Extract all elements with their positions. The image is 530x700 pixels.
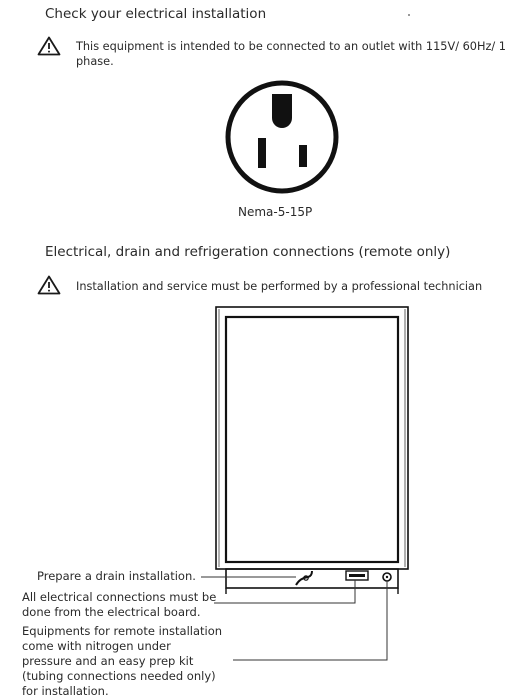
warning-text-voltage-line2: phase. xyxy=(76,55,114,68)
callout-electrical-line2: done from the electrical board. xyxy=(22,605,201,619)
warning-text-technician: Installation and service must be performed by a professional technician xyxy=(76,280,483,293)
warning-triangle-icon xyxy=(37,275,61,295)
warning-triangle-icon xyxy=(37,36,61,56)
callout-electrical-line1: All electrical connections must be xyxy=(22,590,217,604)
callout-remote-line2: come with nitrogen under xyxy=(22,639,171,653)
section-heading-connections: Electrical, drain and refrigeration connections (remote only) xyxy=(45,244,451,260)
callout-remote-line4: (tubing connections needed only) xyxy=(22,669,216,683)
callout-remote-line1: Equipments for remote installation xyxy=(22,624,223,638)
nema-5-15p-outlet-icon xyxy=(224,80,340,196)
callout-remote-line5: for installation. xyxy=(22,684,109,698)
warning-text-voltage-line1: This equipment is intended to be connected to an outlet with 115V/ 60Hz/ 1 xyxy=(76,40,506,53)
plug-label: Nema-5-15P xyxy=(238,205,313,219)
section-heading-electrical: Check your electrical installation xyxy=(45,6,267,22)
speck-mark xyxy=(408,14,410,16)
callout-drain: Prepare a drain installation. xyxy=(37,569,196,583)
callout-remote-line3: pressure and an easy prep kit xyxy=(22,654,194,668)
